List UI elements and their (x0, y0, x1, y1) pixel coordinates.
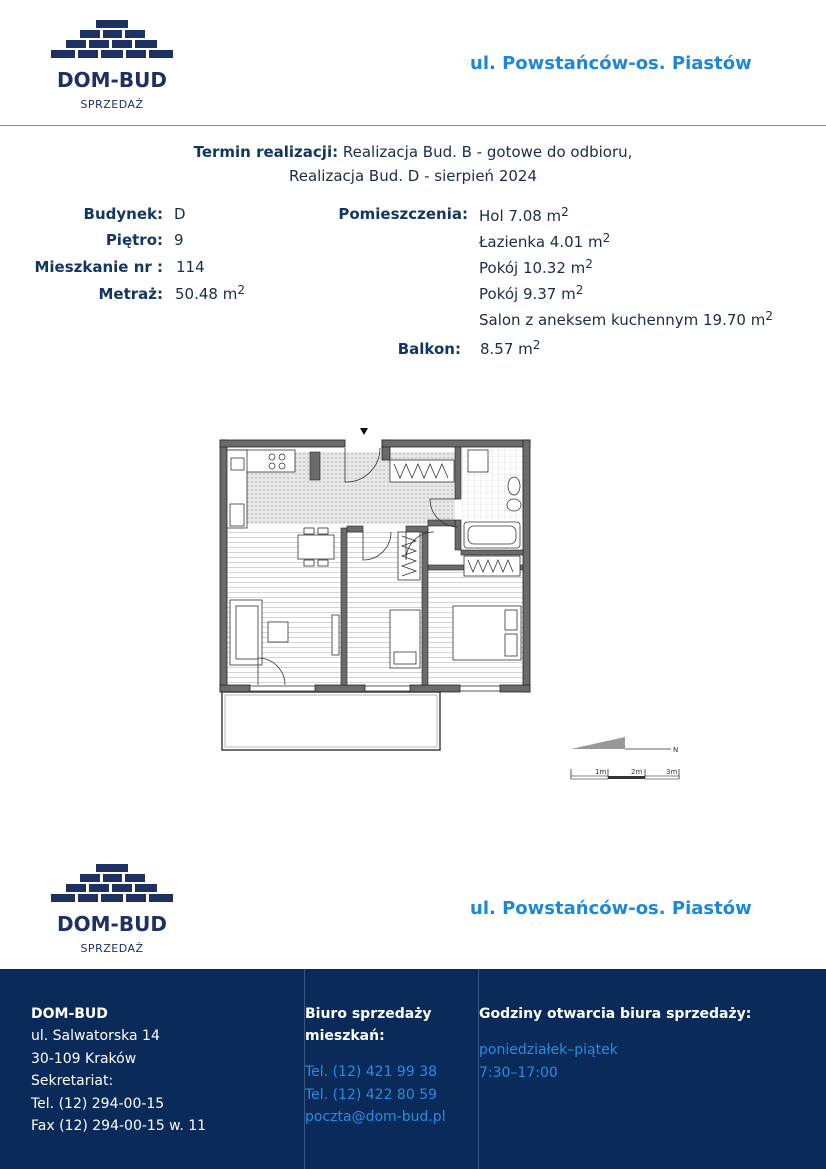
stove-burner-icon (279, 463, 285, 469)
toilet-icon (508, 477, 520, 495)
wall (422, 528, 428, 685)
room-item-text: Pokój 10.32 m (479, 259, 586, 277)
pietro-value: 9 (174, 231, 184, 249)
room-item-sup: 2 (585, 257, 593, 271)
address-title-bottom: ul. Powstańców-os. Piastów (470, 898, 752, 919)
footer-company-line: 30-109 Kraków (31, 1050, 137, 1067)
wall (220, 440, 345, 447)
room-item (479, 207, 569, 225)
spacer (479, 1025, 751, 1039)
wardrobe-right-room (464, 556, 520, 576)
tv-cabinet (332, 615, 339, 655)
sink-icon (231, 458, 244, 470)
wall (406, 526, 428, 532)
entrance-arrow-icon (360, 428, 368, 435)
scale-segment (608, 776, 645, 779)
room-item (479, 259, 593, 277)
wall (220, 685, 250, 692)
room-item-sup: 2 (575, 283, 584, 297)
stove-burner-icon (269, 454, 275, 460)
budynek-label: Budynek: (83, 205, 163, 223)
logo-name: DOM-BUD (57, 68, 167, 92)
logo-subtitle: SPRZEDAŻ (80, 98, 144, 111)
termin-line-2: Realizacja Bud. D - sierpień 2024 (288, 167, 538, 185)
footer-email-link[interactable]: poczta@dom-bud.pl (305, 1109, 446, 1125)
fridge-icon (230, 504, 244, 526)
metraz-label: Metraż: (98, 285, 163, 303)
rooms-label: Pomieszczenia: (338, 205, 468, 223)
footer-hours-time: 7:30–17:00 (479, 1064, 558, 1081)
spacer (305, 1047, 446, 1061)
logo-subtitle: SPRZEDAŻ (80, 942, 144, 955)
footer-phone-link[interactable]: Tel. (12) 421 99 38 (305, 1064, 438, 1080)
balcony-outline (222, 692, 440, 750)
coffee-table (268, 622, 288, 642)
room-item-text: Pokój 9.37 m (479, 285, 576, 303)
window (365, 686, 410, 691)
footer-company (31, 1003, 206, 1169)
stove-burner-icon (279, 454, 285, 460)
wall (220, 440, 227, 692)
wall (455, 447, 461, 499)
footer-phone-link[interactable]: Tel. (12) 422 80 59 (305, 1086, 438, 1103)
footer-company-line: Tel. (12) 294-00-15 (31, 1095, 165, 1112)
footer-office (305, 1003, 446, 1169)
balkon-value (480, 340, 540, 358)
scale-segment (571, 776, 608, 779)
room-item-sup: 2 (561, 205, 569, 219)
header-divider (0, 125, 826, 126)
footer-hours-days: poniedziałek–piątek (479, 1042, 618, 1058)
wall (455, 520, 461, 550)
balkon-unit-sup: 2 (532, 338, 541, 352)
bed-pillow (505, 634, 517, 656)
window (250, 686, 315, 691)
room-item-text: Hol 7.08 m (479, 207, 562, 225)
termin-label: Termin realizacji: (193, 143, 339, 161)
termin-block (0, 140, 826, 188)
termin-line-1 (0, 140, 826, 164)
logo-name: DOM-BUD (57, 912, 167, 936)
room-item (479, 285, 583, 303)
scale-bar (565, 735, 685, 785)
scale-label: 2m (631, 768, 643, 776)
stove-burner-icon (269, 463, 275, 469)
wall (315, 685, 365, 692)
room-item (479, 311, 773, 329)
north-arrow-icon (571, 737, 625, 749)
wall (341, 528, 347, 685)
sofa-seat (236, 606, 258, 659)
wall (523, 440, 530, 692)
wardrobe (390, 460, 454, 482)
room-item (479, 233, 610, 251)
chair (318, 560, 328, 566)
wall (428, 520, 455, 526)
metraz-value (175, 285, 245, 303)
metraz-unit-sup: 2 (237, 283, 245, 297)
mieszkanie-label: Mieszkanie nr : (34, 258, 163, 276)
washer-icon (468, 450, 488, 472)
window (460, 686, 500, 691)
footer-company-line: Sekretariat: (31, 1073, 114, 1089)
footer-company-line: Fax (12) 294-00-15 w. 11 (31, 1118, 207, 1134)
wall (461, 550, 523, 555)
balkon-label: Balkon: (397, 340, 461, 358)
wall (500, 685, 530, 692)
floor-plan (210, 420, 540, 760)
logo-bricks-icon (51, 864, 173, 911)
footer-office-title: Biuro sprzedaży (305, 1006, 432, 1022)
north-label: N (673, 746, 679, 754)
footer-hours (479, 1003, 751, 1169)
scale-label: 1m (595, 768, 607, 776)
pietro-label: Piętro: (105, 231, 163, 249)
bed-pillow (505, 610, 517, 630)
wall (310, 452, 320, 480)
scale-label: 3m (666, 768, 678, 776)
dining-table (298, 535, 334, 559)
logo-top (51, 20, 173, 111)
metraz-value-text: 50.48 m (175, 285, 238, 303)
footer (0, 969, 826, 1169)
mieszkanie-value: 114 (176, 258, 205, 276)
termin-value-1: Realizacja Bud. B - gotowe do odbioru, (338, 143, 633, 161)
footer-company-line: ul. Salwatorska 14 (31, 1028, 160, 1044)
room-item-sup: 2 (765, 309, 773, 323)
chair (304, 528, 314, 534)
logo-bottom (51, 864, 173, 955)
wall (410, 685, 460, 692)
address-title-top: ul. Powstańców-os. Piastów (470, 53, 752, 74)
footer-company-name: DOM-BUD (31, 1006, 108, 1022)
footer-office-title-2: mieszkań: (305, 1028, 385, 1044)
footer-hours-title: Godziny otwarcia biura sprzedaży: (479, 1006, 752, 1022)
room-item-sup: 2 (602, 231, 611, 245)
bed-pillow (394, 652, 416, 664)
chair (318, 528, 328, 534)
scale-segment (645, 776, 679, 779)
balkon-value-text: 8.57 m (480, 340, 533, 358)
washbasin-icon (507, 499, 521, 511)
wall (347, 526, 363, 532)
budynek-value: D (174, 205, 186, 223)
room-item-text: Łazienka 4.01 m (479, 233, 603, 251)
logo-bricks-icon (51, 20, 173, 67)
bathtub-inner (468, 526, 516, 544)
chair (304, 560, 314, 566)
room-item-text: Salon z aneksem kuchennym 19.70 m (479, 311, 766, 329)
wall (382, 440, 530, 447)
